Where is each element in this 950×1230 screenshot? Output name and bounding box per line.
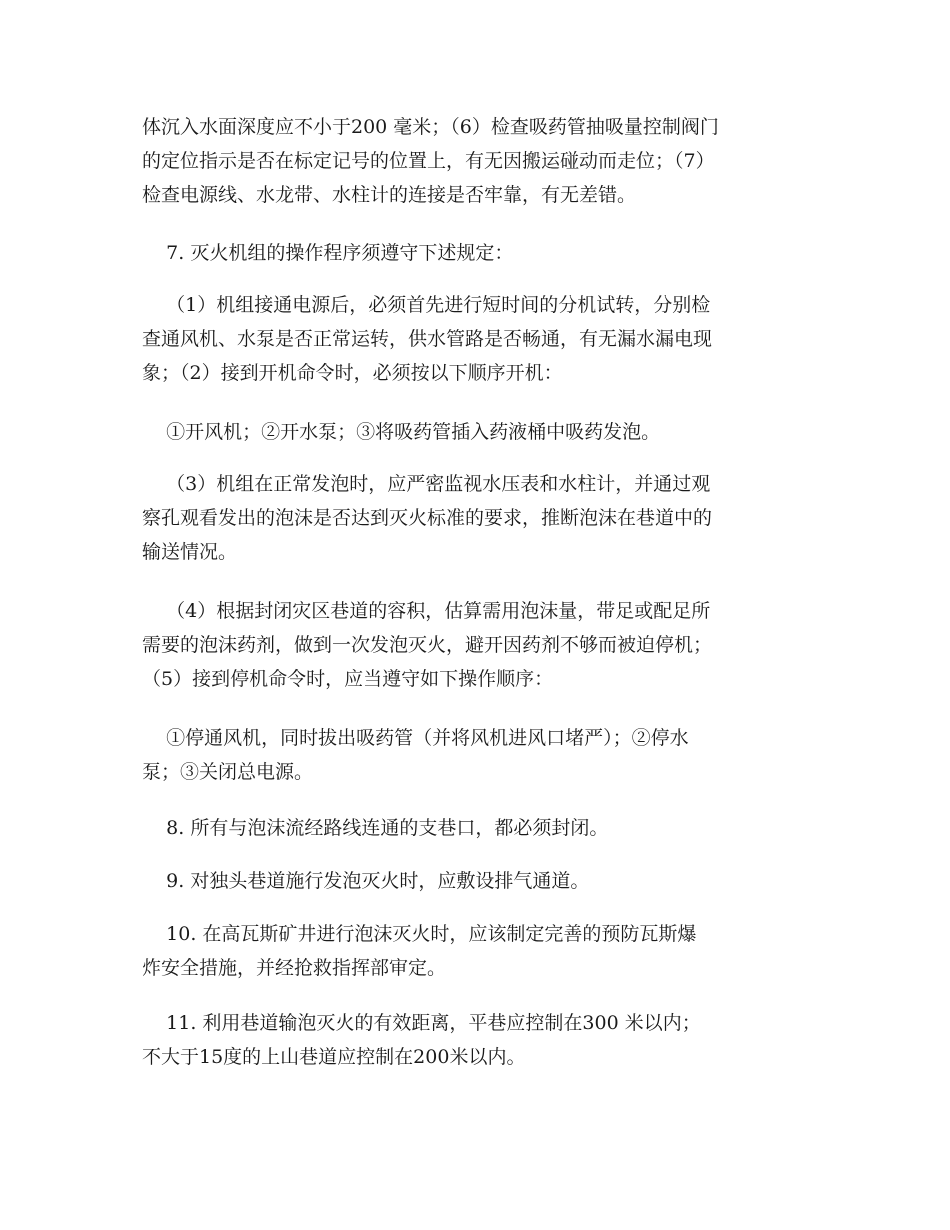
paragraph-4	[142, 415, 812, 449]
text-line: 泵；③关闭总电源。	[142, 761, 314, 783]
text-line: 不大于15度的上山巷道应控制在200米以内。	[142, 1046, 526, 1068]
paragraph-5	[142, 467, 812, 569]
text-line: 象；（2）接到开机命令时，必须按以下顺序开机：	[142, 362, 563, 384]
paragraph-9	[142, 864, 812, 898]
text-line: （4）根据封闭灾区巷道的容积，估算需用泡沫量，带足或配足所	[142, 600, 711, 622]
text-line: 查通风机、水泵是否正常运转，供水管路是否畅通，有无漏水漏电现	[142, 328, 713, 350]
text-line: （1）机组接通电源后，必须首先进行短时间的分机试转，分别检	[142, 294, 711, 316]
text-line: 察孔观看发出的泡沫是否达到灭火标准的要求，推断泡沫在巷道中的	[142, 507, 713, 529]
text-line: 检查电源线、水龙带、水柱计的连接是否牢靠，有无差错。	[142, 184, 637, 206]
paragraph-7	[142, 721, 812, 789]
paragraph-6	[142, 594, 812, 696]
paragraph-2	[142, 236, 812, 270]
text-line: 输送情况。	[142, 541, 238, 563]
text-line: 的定位指示是否在标定记号的位置上，有无因搬运碰动而走位；（7）	[142, 150, 715, 172]
paragraph-8	[142, 811, 812, 845]
text-line: 10. 在高瓦斯矿井进行泡沫灭火时，应该制定完善的预防瓦斯爆	[142, 923, 697, 945]
paragraph-11	[142, 1006, 812, 1074]
text-line: 7. 灭火机组的操作程序须遵守下述规定：	[142, 242, 514, 264]
text-line: （3）机组在正常发泡时，应严密监视水压表和水柱计，并通过观	[142, 473, 711, 495]
text-line: 炸安全措施，并经抢救指挥部审定。	[142, 957, 447, 979]
paragraph-3	[142, 288, 812, 390]
text-line: ①开风机；②开水泵；③将吸药管插入药液桶中吸药发泡。	[142, 421, 661, 443]
text-line: （5）接到停机命令时，应当遵守如下操作顺序：	[142, 668, 554, 690]
text-line: 9. 对独头巷道施行发泡灭火时，应敷设排气通道。	[142, 870, 590, 892]
text-line: ①停通风机，同时拔出吸药管（并将风机进风口堵严）；②停水	[142, 727, 689, 749]
paragraph-1	[142, 110, 812, 212]
text-line: 体沉入水面深度应不小于200 毫米；（6）检查吸药管抽吸量控制阀门	[142, 116, 719, 138]
text-line: 8. 所有与泡沫流经路线连通的支巷口，都必须封闭。	[142, 817, 609, 839]
text-line: 11. 利用巷道输泡灭火的有效距离，平巷应控制在300 米以内；	[142, 1012, 701, 1034]
paragraph-10	[142, 917, 812, 985]
text-line: 需要的泡沫药剂，做到一次发泡灭火，避开因药剂不够而被迫停机；	[142, 634, 713, 656]
